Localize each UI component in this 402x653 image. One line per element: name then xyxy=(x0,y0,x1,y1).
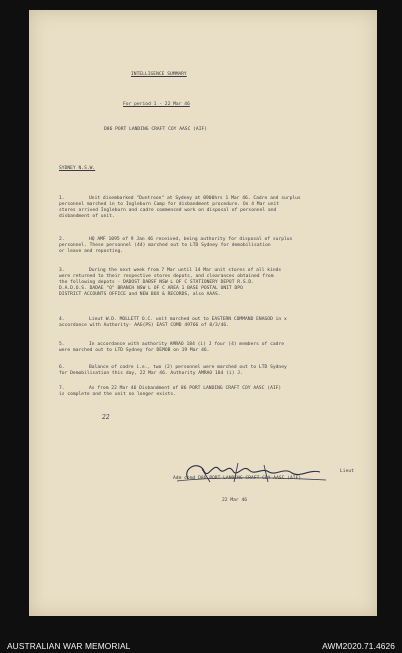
paragraph-line: Balance of cadre i.e., two (2) personnel were marched out to LTD Sydney xyxy=(89,365,287,370)
location-heading: SYDNEY N.S.W. xyxy=(59,166,96,171)
paragraph-line: D.A.D.O.S. DADAE "Q" BRANCH NSW L OF C AREA 1 BASE POSTAL UNIT DPO xyxy=(59,286,243,292)
document-heading: INTELLIGENCE SUMMARY xyxy=(131,72,187,77)
period-line: For period 1 - 22 Mar 46 xyxy=(123,102,190,107)
document-page xyxy=(29,10,377,616)
paragraph-line: stores arrived Ingleburn and cadre commenced work on disposal of personnel and xyxy=(59,208,277,214)
paragraph-line: DISTRICT ACCOUNTS OFFICE and NEW BOX & RECORDS, also AAAS. xyxy=(59,292,221,298)
paragraph-line: were returned to their respective stores depots, and clearances obtained from xyxy=(59,274,274,280)
paragraph-number: 4. xyxy=(59,317,65,322)
paragraph-line: accordance with Authority- AAG(PS) EAST COMD 49766 of 8/3/46. xyxy=(59,323,229,329)
signature-rank: Lieut xyxy=(340,469,354,474)
handwritten-date: 22 xyxy=(102,414,110,421)
date-line: 22 Mar 46 xyxy=(222,498,248,503)
paragraph-line: for Demobilisation this day, 22 Mar 46. Authority AMRAO 184 (i) J. xyxy=(59,371,243,377)
paragraph-line: the following depots - DADOST DABSF NSW L OF C STATIONERY DEPOT R.S.D. xyxy=(59,280,254,286)
paragraph-line: Unit disembarked "Duntroon" at Sydney at 0900hrs 1 Mar 46. Cadre and surplus xyxy=(89,196,301,201)
paragraph-line: HQ AMF 1095 of 9 Jan 46 received, being authority for disposal of surplus xyxy=(89,237,293,242)
footer-reference: AWM2020.71.4626 xyxy=(322,641,395,651)
paragraph-number: 6. xyxy=(59,365,65,370)
signature-block: Adm comd D86 PORT LANDING CRAFT COY AASC (AIF) xyxy=(173,476,302,481)
paragraph-line: disbandment of unit. xyxy=(59,214,115,220)
paragraph-number: 7. xyxy=(59,386,65,391)
paragraph-line: During the next week from 7 Mar until 14 Mar unit stores of all kinds xyxy=(89,268,282,273)
paragraph-number: 1. xyxy=(59,196,65,201)
paragraph-number: 5. xyxy=(59,342,65,347)
paragraph-line: Lieut W.D. MOLLETT O.C. unit marched out to EASTERN COMMAND ENAGOD in x xyxy=(89,317,287,322)
paragraph-line: personnel. These personnel (44) marched out to LTD Sydney for demobilisation xyxy=(59,243,271,249)
paragraph-line: In accordance with authority AMRAO 184 (i) J four (4) members of cadre xyxy=(89,342,284,347)
signature xyxy=(168,456,328,488)
paragraph-line: or leave and reposting. xyxy=(59,249,124,255)
paragraph-number: 2. xyxy=(59,237,65,242)
unit-title: D86 PORT LANDING CRAFT COY AASC (AIF) xyxy=(104,127,208,132)
archive-footer xyxy=(0,616,402,653)
paragraph-number: 3. xyxy=(59,268,65,273)
paragraph-line: personnel marched in to Ingleburn Camp for disbandment procedure. On 4 Mar unit xyxy=(59,202,280,208)
paragraph-line: As from 22 Mar 46 Disbandment of 86 PORT LANDING CRAFT COY AASC (AIF) xyxy=(89,386,282,391)
paragraph-line: is complete and the unit no longer exists. xyxy=(59,392,176,398)
footer-institution: AUSTRALIAN WAR MEMORIAL xyxy=(7,641,131,651)
paragraph-line: were marched out to LTD Sydney for DEMOB on 19 Mar 46. xyxy=(59,348,210,354)
